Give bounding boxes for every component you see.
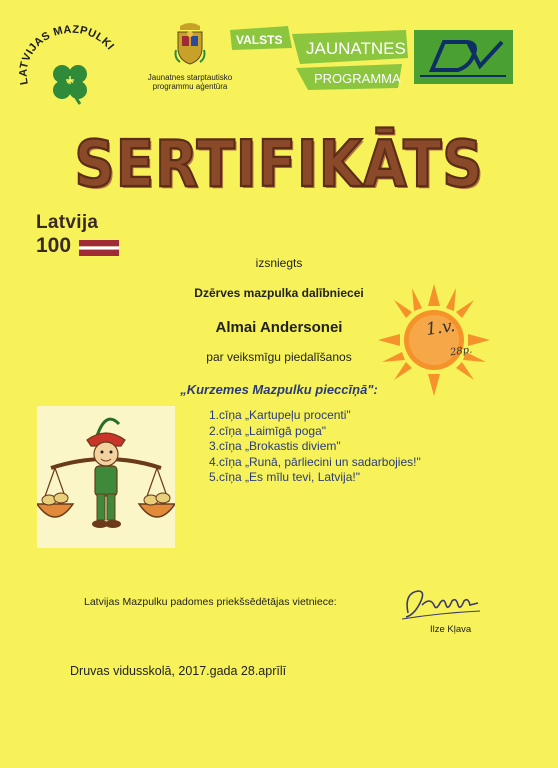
latvijas-mazpulki-logo [16, 24, 126, 112]
agency-logo [135, 22, 245, 100]
latvija-number: 100 [36, 234, 72, 257]
list-item: 1.cīņa „Kartupeļu procenti" [209, 408, 351, 422]
rounds-list [209, 408, 509, 486]
signatory-role: Latvijas Mazpulku padomes priekšsēdētājas vietniece: [84, 596, 337, 608]
member-text: Dzērves mazpulka dalībniecei [194, 286, 364, 300]
program-word-programma: PROGRAMMA [314, 71, 401, 86]
dv-logo [414, 30, 513, 84]
logo-arc-text: LATVIJAS MAZPULKI [17, 24, 117, 86]
agency-line-1: Jaunatnes starptautisko [147, 73, 233, 82]
list-item: 4.cīņa „Runā, pārliecini un sadarbojies!" [209, 454, 421, 469]
valsts-jaunatnes-programma-logo [230, 24, 410, 92]
signatory-name: Ilze Kļava [430, 624, 472, 635]
sun-icon [378, 284, 490, 396]
program-word-valsts: VALSTS [236, 33, 283, 47]
contest-name: „Kurzemes Mazpulku pieccīņā": [180, 382, 378, 397]
latvian-flag-icon [79, 240, 119, 256]
awarded-text: izsniegts [255, 256, 303, 270]
recipient-name: Almai Andersonei [215, 319, 343, 336]
list-item: 3.cīņa „Brokastis diviem" [209, 439, 341, 454]
list-item: 2.cīņa „Laimīgā poga" [209, 423, 326, 438]
participation-text: par veiksmīgu piedalīšanos [206, 350, 352, 364]
latvija-word: Latvija [36, 212, 99, 233]
placement-handwritten: 1.v. [424, 316, 457, 340]
points-handwritten: 28p. [449, 344, 473, 359]
coat-of-arms-icon [174, 22, 206, 66]
mascot-illustration [37, 406, 175, 548]
certificate-title: SERTIFIKĀTS [74, 127, 484, 202]
clover-icon [53, 65, 87, 104]
program-word-jaunatnes: JAUNATNES [306, 39, 406, 58]
signature-mark [400, 583, 482, 623]
agency-line-2: programmu aģentūra [152, 82, 228, 91]
list-item: 5.cīņa „Es mīlu tevi, Latvija!" [209, 470, 360, 485]
place-and-date: Druvas vidusskolā, 2017.gada 28.aprīlī [70, 664, 287, 678]
